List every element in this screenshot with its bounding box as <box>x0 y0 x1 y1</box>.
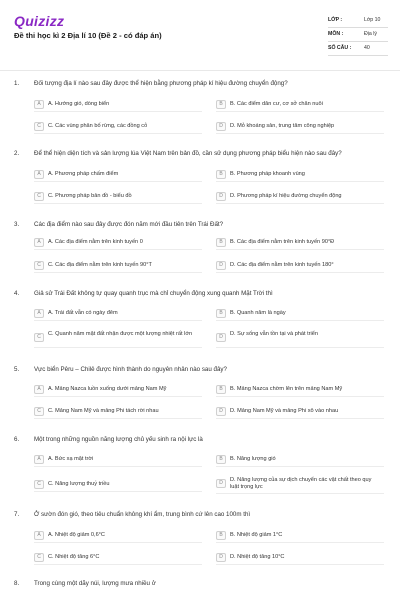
option-underline <box>216 203 384 204</box>
option-underline <box>216 272 384 273</box>
option-letter-badge: D <box>216 192 226 201</box>
option-letter-badge: A <box>34 385 44 394</box>
option-text: A. Nhiệt độ giảm 0,6°C <box>48 532 105 538</box>
option-underline <box>34 272 202 273</box>
meta-label: LỚP : <box>328 17 343 23</box>
document-title: Đề thi học kì 2 Địa lí 10 (Đề 2 - có đáp án) <box>14 31 162 40</box>
option-underline <box>34 181 202 182</box>
option-text: D. Phương pháp kí hiệu đường chuyển động <box>230 193 342 199</box>
option-underline <box>216 493 384 494</box>
question-text: Đối tượng địa lí nào sau đây được thể hiện bằng phương pháp kí hiệu đường chuyển động? <box>34 80 288 87</box>
meta-label: MÔN : <box>328 31 344 37</box>
option-underline <box>34 542 202 543</box>
option-text: B. Mảng Nazca chờm lên trên mảng Nam Mỹ <box>230 386 343 392</box>
option-letter-badge: A <box>34 309 44 318</box>
question-number: 6. <box>14 436 20 443</box>
question-text: Trong cùng một dãy núi, lượng mưa nhiều ở <box>34 580 156 587</box>
option-letter-badge: D <box>216 553 226 562</box>
option-letter-badge: C <box>34 192 44 201</box>
option-letter-badge: C <box>34 333 44 342</box>
option-letter-badge: A <box>34 455 44 464</box>
question-text: Giả sử Trái Đất không tự quay quanh trục mà chỉ chuyển động xung quanh Mặt Trời thì <box>34 290 273 297</box>
option-letter-badge: D <box>216 122 226 131</box>
question-text: Các địa điểm nào sau đây được đón năm mới đầu tiên trên Trái Đất? <box>34 221 224 228</box>
question-number: 4. <box>14 290 20 297</box>
option-text: B. Các địa điểm nằm trên kinh tuyến 90°Đ <box>230 239 335 245</box>
option-letter-badge: A <box>34 170 44 179</box>
meta-value: 40 <box>364 45 370 51</box>
question-number: 5. <box>14 366 20 373</box>
option-text: A. Các địa điểm nằm trên kinh tuyến 0 <box>48 239 143 245</box>
option-underline <box>216 320 384 321</box>
option-underline <box>34 347 202 348</box>
meta-label: SỐ CÂU : <box>328 45 352 51</box>
meta-row-class <box>328 14 388 28</box>
option-text: A. Phương pháp chấm điểm <box>48 171 119 177</box>
option-text: A. Mảng Nazca luồn xuống dưới mảng Nam Mỹ <box>48 386 167 392</box>
option-letter-badge: C <box>34 261 44 270</box>
option-letter-badge: D <box>216 261 226 270</box>
option-underline <box>34 491 202 492</box>
option-underline <box>34 564 202 565</box>
option-letter-badge: D <box>216 479 226 488</box>
header-divider <box>0 70 400 71</box>
option-text: C. Phương pháp bản đồ - biểu đồ <box>48 193 132 199</box>
option-text: A. Hướng gió, dòng biển <box>48 101 110 107</box>
option-letter-badge: D <box>216 407 226 416</box>
option-underline <box>216 181 384 182</box>
option-letter-badge: C <box>34 122 44 131</box>
option-text: B. Năng lượng gió <box>230 456 276 462</box>
option-underline <box>34 466 202 467</box>
option-text: A. Bức xạ mặt trời <box>48 456 94 462</box>
option-text: D. Mảng Nam Mỹ và mảng Phi xô vào nhau <box>230 408 339 414</box>
option-underline <box>34 418 202 419</box>
option-text: D. Các địa điểm nằm trên kinh tuyến 180° <box>230 262 334 268</box>
question-text: Để thể hiện diện tích và sản lượng lúa Việt Nam trên bản đồ, cần sử dụng phương pháp biểu hiện nào sau đây? <box>34 150 342 157</box>
question-number: 1. <box>14 80 20 87</box>
meta-value: Lớp 10 <box>364 17 381 23</box>
question-text: Vực biển Pêru – Chilê được hình thành do nguyên nhân nào sau đây? <box>34 366 227 373</box>
question-text: Một trong những nguồn năng lượng chủ yếu sinh ra nội lực là <box>34 436 203 443</box>
meta-panel <box>328 14 388 56</box>
option-letter-badge: B <box>216 170 226 179</box>
option-text: C. Mảng Nam Mỹ và mảng Phi tách rời nhau <box>48 408 159 414</box>
question-text: Ở sườn đón gió, theo tiêu chuẩn không khí ẩm, trung bình cứ lên cao 100m thì <box>34 511 251 518</box>
question-number: 7. <box>14 511 20 518</box>
option-letter-badge: B <box>216 385 226 394</box>
option-text: D. Sự sống vẫn tồn tại và phát triển <box>230 331 319 337</box>
meta-row-subject <box>328 28 388 42</box>
option-letter-badge: C <box>34 553 44 562</box>
option-letter-badge: B <box>216 238 226 247</box>
option-underline <box>216 564 384 565</box>
option-text: A. Trái đất vẫn có ngày đêm <box>48 310 118 316</box>
option-text: B. Nhiệt độ giảm 1°C <box>230 532 283 538</box>
option-letter-badge: D <box>216 333 226 342</box>
option-underline <box>34 396 202 397</box>
document-header <box>0 0 400 64</box>
option-underline <box>216 396 384 397</box>
option-letter-badge: B <box>216 531 226 540</box>
option-underline <box>216 249 384 250</box>
option-letter-badge: B <box>216 100 226 109</box>
option-underline <box>216 418 384 419</box>
quizizz-logo: Quizizz <box>14 13 65 29</box>
question-number: 8. <box>14 580 20 587</box>
option-text: C. Các vùng phân bố rừng, các đồng cỏ <box>48 123 148 129</box>
option-text: D. Mỏ khoáng sản, trung tâm công nghiệp <box>230 123 335 129</box>
option-text: B. Phương pháp khoanh vùng <box>230 171 305 177</box>
meta-row-count <box>328 42 388 56</box>
option-text: C. Các địa điểm nằm trên kinh tuyến 90°T <box>48 262 152 268</box>
option-underline <box>34 320 202 321</box>
option-underline <box>34 111 202 112</box>
question-number: 3. <box>14 221 20 228</box>
meta-value: Địa lý <box>364 31 377 37</box>
option-text: C. Quanh năm mặt đất nhận được một lượng nhiệt rất lớn <box>48 331 193 337</box>
option-text: C. Năng lượng thuỷ triều <box>48 481 110 487</box>
option-text: B. Các điểm dân cư, cơ sở chăn nuôi <box>230 101 323 107</box>
option-underline <box>216 133 384 134</box>
option-letter-badge: A <box>34 238 44 247</box>
option-letter-badge: A <box>34 531 44 540</box>
option-text: C. Nhiệt độ tăng 6°C <box>48 554 100 560</box>
option-letter-badge: B <box>216 455 226 464</box>
question-number: 2. <box>14 150 20 157</box>
option-text: D. Năng lượng của sự dịch chuyển các vật chất theo quy luật trọng lực <box>230 477 372 490</box>
option-underline <box>216 347 384 348</box>
option-text: B. Quanh năm là ngày <box>230 310 286 316</box>
option-letter-badge: A <box>34 100 44 109</box>
option-underline <box>216 542 384 543</box>
option-letter-badge: B <box>216 309 226 318</box>
option-underline <box>34 249 202 250</box>
option-underline <box>34 133 202 134</box>
option-underline <box>216 111 384 112</box>
option-letter-badge: C <box>34 407 44 416</box>
option-text: D. Nhiệt độ tăng 10°C <box>230 554 285 560</box>
option-underline <box>216 466 384 467</box>
option-letter-badge: C <box>34 480 44 489</box>
option-underline <box>34 203 202 204</box>
